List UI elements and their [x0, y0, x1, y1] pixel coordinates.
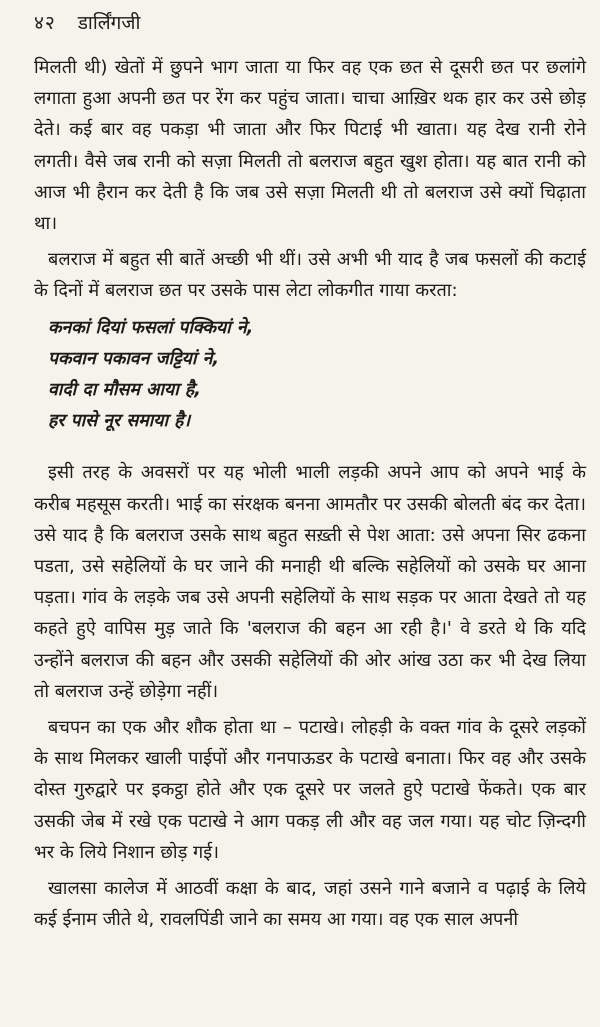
paragraph-3: इसी तरह के अवसरों पर यह भोली भाली लड़की अपने आप को अपने भाई के करीब महसूस करती। भाई का संरक्षक बनना आमतौर पर उसकी बोलती बंद कर देता। उसे याद है कि बलराज उसके साथ बहुत सख़्ती से पेश आता: उसे अपना सिर ढकना पडता, उसे सहेलियों के घर जाने की मनाही थी बल्कि सहेलियों को उसके घर आना पड़ता। गांव के लड़के जब उसे अपनी सहेलियों के साथ सड़क पर आता देखते तो यह कहते हुऐ वापिस मुड़ जाते कि 'बलराज की बहन आ रही है।' वे डरते थे कि यदि उन्होंने बलराज की बहन और उसकी सहेलियों की ओर आंख उठा कर भी देख लिया तो बलराज उन्हें छोड़ेगा नहीं।	[34, 462, 586, 702]
paragraph-5: खालसा कालेज में आठवीं कक्षा के बाद, जहां उसने गाने बजाने व पढ़ाई के लिये कई ईनाम जीते थे, रावलपिंडी जाने का समय आ गया। वह एक साल अपनी	[34, 878, 586, 931]
paragraph-2: बलराज में बहुत सी बातें अच्छी भी थीं। उसे अभी भी याद है जब फसलों की कटाई के दिनों में बलराज छत पर उसके पास लेटा लोकगीत गाया करता:	[34, 249, 586, 302]
folk-song-verse	[48, 313, 586, 438]
verse-line: कनकां दियां फसलां पक्कियां ने,	[48, 317, 254, 338]
verse-line: हर पासे नूर समाया है।	[48, 411, 191, 432]
paragraph-1: मिलती थी) खेतों में छुपने भाग जाता या फिर वह एक छत से दूसरी छत पर छलांगे लगाता हुआ अपनी छत पर रेंग कर पहुंच जाता। चाचा आख़िर थक हार कर उसे छोड़ देते। कई बार वह पकड़ा भी जाता और फिर पिटाई भी खाता। यह देख रानी रोने लगती। वैसे जब रानी को सज़ा मिलती तो बलराज बहुत खुश होता। यह बात रानी को आज भी हैरान कर देती है कि जब उसे सज़ा मिलती थी तो बलराज उसे क्यों चिढ़ाता था।	[34, 57, 586, 235]
verse-line: पकवान पकावन जट्टियां ने,	[48, 348, 220, 369]
running-title: डार्लिंगजी	[77, 12, 141, 34]
paragraph-4: बचपन का एक और शौक होता था – पटाखे। लोहड़ी के वक्त गांव के दूसरे लड़कों के साथ मिलकर खाली पाईपों और गनपाऊडर के पटाखे बनाता। फिर वह और उसके दोस्त गुरुद्वारे पर इकट्ठा होते और एक दूसरे पर जलते हुऐ पटाखे फेंकते। एक बार उसकी जेब में रखे एक पटाखे ने आग पकड़ ली और वह जल गया। यह चोट ज़िन्दगी भर के लिये निशान छोड़ गई।	[34, 717, 586, 863]
verse-line: वादी दा मौसम आया है,	[48, 380, 201, 401]
page-number: ४२	[34, 12, 56, 34]
page-header	[34, 8, 586, 52]
